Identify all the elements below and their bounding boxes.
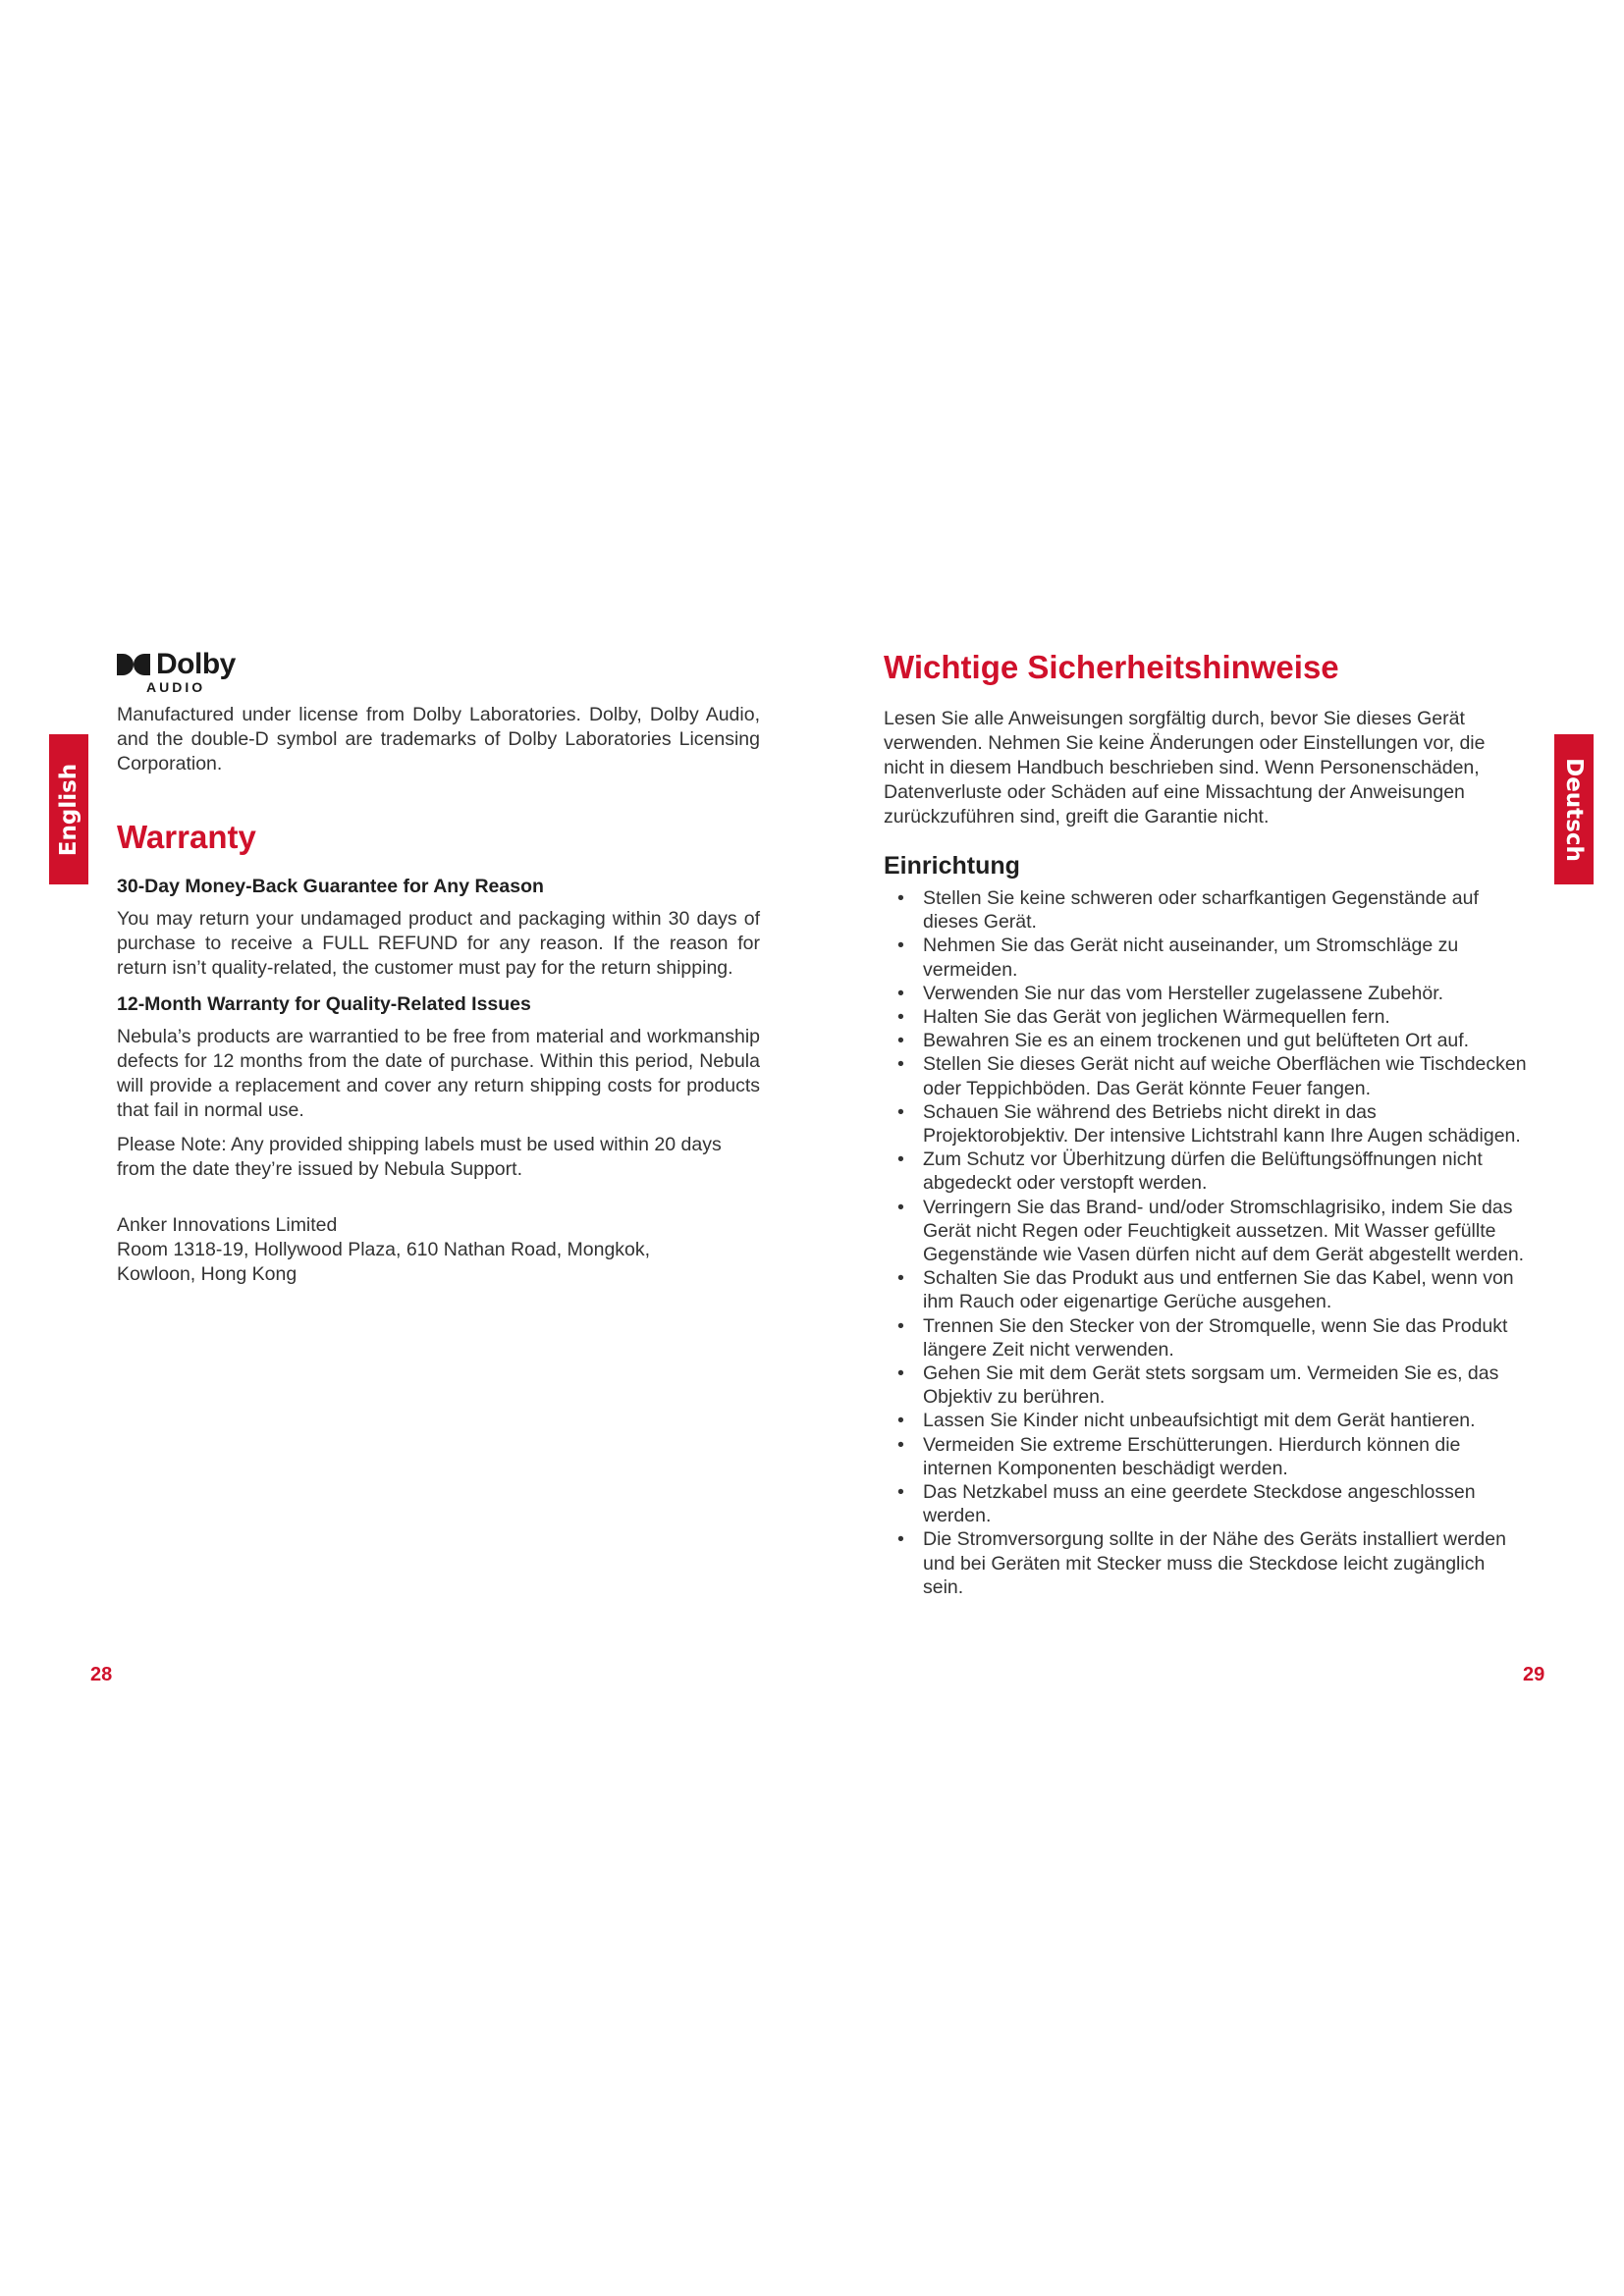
list-item: • Das Netzkabel muss an eine geerdete Steckdose angeschlossen werden. — [884, 1480, 1527, 1527]
language-tab-english — [49, 734, 88, 884]
company-name: Anker Innovations Limited — [117, 1214, 338, 1236]
dolby-logo-word: Dolby — [156, 648, 236, 680]
company-address — [117, 1213, 760, 1287]
list-item: • Halten Sie das Gerät von jeglichen Wärmequellen fern. — [884, 1005, 1527, 1029]
address-line: Kowloon, Hong Kong — [117, 1263, 298, 1285]
list-item: • Schalten Sie das Produkt aus und entfernen Sie das Kabel, wenn von ihm Rauch oder eigenartige Gerüche ausgehen. — [884, 1266, 1527, 1313]
safety-intro: Lesen Sie alle Anweisungen sorgfältig durch, bevor Sie dieses Gerät verwenden. Nehmen Sie keine Änderungen oder Einstellungen vor, die nicht in diesem Handbuch beschrieben sind. Wenn Personenschäden, Datenverluste oder Schäden auf eine Missachtung der Anweisungen zurückzuführen sind, greift die Garantie nicht. — [884, 708, 1486, 828]
left-page — [117, 648, 760, 1287]
setup-heading: Einrichtung — [884, 852, 1020, 880]
language-tab-deutsch — [1554, 734, 1594, 884]
list-item: • Stellen Sie keine schweren oder scharfkantigen Gegenstände auf dieses Gerät. — [884, 886, 1527, 934]
list-item: • Verwenden Sie nur das vom Hersteller zugelassene Zubehör. — [884, 982, 1527, 1005]
dolby-logo-sub: AUDIO — [146, 679, 206, 695]
list-item: • Die Stromversorgung sollte in der Nähe des Geräts installiert werden und bei Geräten mit Stecker muss die Steckdose leicht zugänglich sein. — [884, 1527, 1527, 1599]
page-number-right: 29 — [1523, 1664, 1545, 1685]
list-item: • Trennen Sie den Stecker von der Stromquelle, wenn Sie das Produkt längere Zeit nicht verwenden. — [884, 1314, 1527, 1362]
language-tab-label: English — [56, 763, 82, 856]
page-number-left: 28 — [90, 1664, 113, 1685]
address-line: Room 1318-19, Hollywood Plaza, 610 Nathan Road, Mongkok, — [117, 1239, 651, 1260]
dolby-audio-logo — [117, 648, 760, 695]
guarantee-text: You may return your undamaged product and packaging within 30 days of purchase to receive a FULL REFUND for any reason. If the reason for return isn’t quality-related, the customer must pay for the return shipping. — [117, 908, 760, 979]
quality-heading: 12-Month Warranty for Quality-Related Issues — [117, 993, 531, 1015]
shipping-note: Please Note: Any provided shipping labels must be used within 20 days from the date they’re issued by Nebula Support. — [117, 1134, 722, 1180]
right-page — [884, 648, 1527, 1599]
license-text: Manufactured under license from Dolby Laboratories. Dolby, Dolby Audio, and the double-D symbol are trademarks of Dolby Laboratories Licensing Corporation. — [117, 704, 760, 774]
language-tab-label: Deutsch — [1561, 757, 1588, 862]
list-item: • Lassen Sie Kinder nicht unbeaufsichtigt mit dem Gerät hantieren. — [884, 1409, 1527, 1432]
list-item: • Schauen Sie während des Betriebs nicht direkt in das Projektorobjektiv. Der intensive Lichtstrahl kann Ihre Augen schädigen. — [884, 1100, 1527, 1148]
list-item: • Bewahren Sie es an einem trockenen und gut belüfteten Ort auf. — [884, 1029, 1527, 1052]
list-item: • Gehen Sie mit dem Gerät stets sorgsam um. Vermeiden Sie es, das Objektiv zu berühren. — [884, 1362, 1527, 1409]
list-item: • Stellen Sie dieses Gerät nicht auf weiche Oberflächen wie Tischdecken oder Teppichböden. Das Gerät könnte Feuer fangen. — [884, 1052, 1527, 1099]
quality-text: Nebula’s products are warrantied to be free from material and workmanship defects for 12 months from the date of purchase. Within this period, Nebula will provide a replacement and cover any return shipping costs for products that fail in normal use. — [117, 1026, 760, 1121]
guarantee-heading: 30-Day Money-Back Guarantee for Any Reason — [117, 876, 544, 897]
list-item: • Verringern Sie das Brand- und/oder Stromschlagrisiko, indem Sie das Gerät nicht Regen oder Feuchtigkeit aussetzen. Mit Wasser gefüllte Gegenstände wie Vasen dürfen nicht auf dem Gerät abgestellt werden. — [884, 1196, 1527, 1267]
warranty-title: Warranty — [117, 819, 256, 855]
list-item: • Nehmen Sie das Gerät nicht auseinander, um Stromschläge zu vermeiden. — [884, 934, 1527, 981]
list-item: • Vermeiden Sie extreme Erschütterungen. Hierdurch können die internen Komponenten beschädigt werden. — [884, 1433, 1527, 1480]
dolby-double-d-icon — [117, 654, 150, 675]
list-item: • Zum Schutz vor Überhitzung dürfen die Belüftungsöffnungen nicht abgedeckt oder verstopft werden. — [884, 1148, 1527, 1195]
safety-title: Wichtige Sicherheitshinweise — [884, 649, 1339, 685]
safety-list — [884, 886, 1527, 1599]
